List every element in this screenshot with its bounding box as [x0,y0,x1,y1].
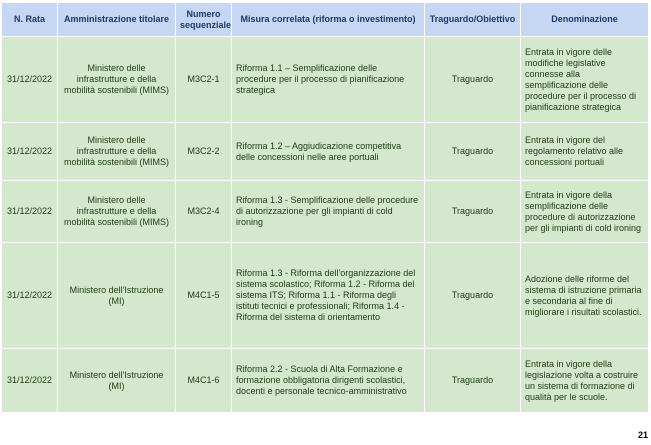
table-row [2,37,649,123]
header-rata: N. Rata [2,3,58,37]
header-misura: Misura correlata (riforma o investimento) [232,3,425,37]
cell-tipo: Traguardo [425,349,521,413]
page-number: 21 [637,430,648,440]
cell-misura: Riforma 1.3 - Riforma dell'organizzazione del sistema scolastico; Riforma 1.2 - Riforma del sistema ITS; Riforma 1.1 - Riforma degli istituti tecnici e professionali; Riforma 1.4 - Riforma del sistema di orientamento [232,243,425,349]
cell-numero: M3C2-1 [176,37,232,123]
cell-denominazione: Entrata in vigore della legislazione volta a costruire un sistema di formazione di qualità per le scuole. [521,349,649,413]
cell-tipo: Traguardo [425,181,521,243]
table-row [2,123,649,181]
header-row [2,3,649,37]
cell-rata: 31/12/2022 [2,349,58,413]
table-row [2,181,649,243]
cell-tipo: Traguardo [425,123,521,181]
cell-denominazione: Entrata in vigore della semplificazione delle procedure di autorizzazione per gli impianti di cold ironing [521,181,649,243]
cell-numero: M3C2-4 [176,181,232,243]
cell-rata: 31/12/2022 [2,37,58,123]
cell-tipo: Traguardo [425,243,521,349]
header-numero: Numero sequenziale [176,3,232,37]
header-tipo: Traguardo/Obiettivo [425,3,521,37]
table-row [2,349,649,413]
milestones-table [1,2,649,413]
cell-misura: Riforma 2.2 - Scuola di Alta Formazione e formazione obbligatoria dirigenti scolastici, docenti e personale tecnico-amministrativo [232,349,425,413]
cell-amministrazione: Ministero delle infrastrutture e della mobilità sostenibili (MIMS) [58,37,176,123]
cell-amministrazione: Ministero delle infrastrutture e della mobilità sostenibili (MIMS) [58,123,176,181]
cell-denominazione: Adozione delle riforme del sistema di istruzione primaria e secondaria al fine di migliorare i risultati scolastici. [521,243,649,349]
cell-amministrazione: Ministero delle infrastrutture e della mobilità sostenibili (MIMS) [58,181,176,243]
cell-misura: Riforma 1.2 – Aggiudicazione competitiva delle concessioni nelle aree portuali [232,123,425,181]
cell-rata: 31/12/2022 [2,123,58,181]
cell-misura: Riforma 1.1 – Semplificazione delle procedure per il processo di pianificazione strategica [232,37,425,123]
cell-denominazione: Entrata in vigore del regolamento relativo alle concessioni portuali [521,123,649,181]
cell-rata: 31/12/2022 [2,243,58,349]
header-denominazione: Denominazione [521,3,649,37]
cell-amministrazione: Ministero dell'Istruzione (MI) [58,243,176,349]
header-amministrazione: Amministrazione titolare [58,3,176,37]
cell-numero: M4C1-5 [176,243,232,349]
cell-amministrazione: Ministero dell'Istruzione (MI) [58,349,176,413]
cell-tipo: Traguardo [425,37,521,123]
cell-denominazione: Entrata in vigore delle modifiche legislative connesse alla semplificazione delle procedure per il processo di pianificazione strategica [521,37,649,123]
cell-rata: 31/12/2022 [2,181,58,243]
cell-misura: Riforma 1.3 - Semplificazione delle procedure di autorizzazione per gli impianti di cold ironing [232,181,425,243]
table-row [2,243,649,349]
cell-numero: M4C1-6 [176,349,232,413]
cell-numero: M3C2-2 [176,123,232,181]
